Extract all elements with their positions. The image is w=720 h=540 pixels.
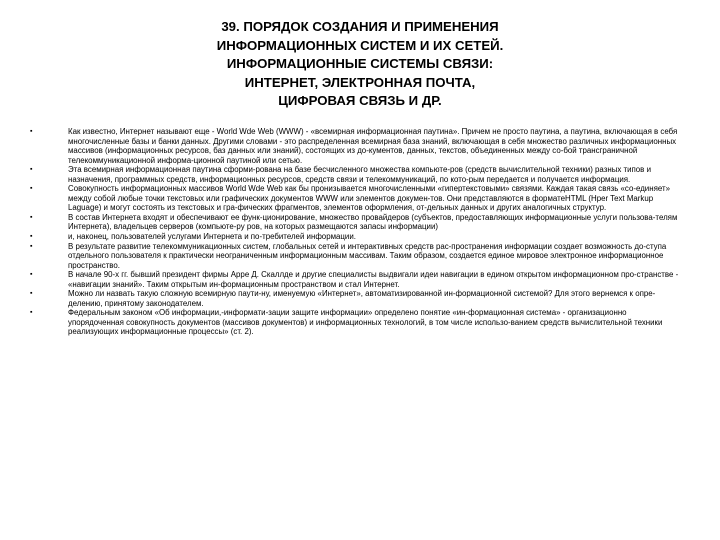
paragraph-text: Федеральным законом «Об информации,-информати-зации защите информации» определено понятие «ин-формационная система» - организационно упорядоченная совокупность документов (массивов документов) и информационных технологий, в том числе использо-ванием средств вычислительной техники реализующих информационные процессы» (ст. 2). bbox=[68, 308, 663, 337]
list-item bbox=[28, 232, 683, 242]
paragraph-text: В начале 90-х гг. бывший президент фирмы Appe Д. Скаллде и другие специалисты выдвигали идеи навигации в едином открытом информационном про-странстве - «навигации знаний». Таким открытым ин-формационным пространством и стал Интернет. bbox=[68, 270, 679, 289]
title-line: ЦИФРОВАЯ СВЯЗЬ И ДР. bbox=[278, 93, 442, 109]
list-item bbox=[28, 289, 683, 308]
bullet-icon: ▪ bbox=[30, 185, 33, 193]
list-item bbox=[28, 127, 683, 165]
bullet-icon: ▪ bbox=[30, 128, 33, 135]
list-item bbox=[28, 213, 683, 232]
title-line: 39. ПОРЯДОК СОЗДАНИЯ И ПРИМЕНЕНИЯ bbox=[221, 19, 499, 34]
bullet-icon: ▪ bbox=[30, 233, 33, 241]
list-item bbox=[28, 242, 683, 271]
bullet-icon: ▪ bbox=[30, 290, 33, 298]
title-line: ИНФОРМАЦИОННЫЕ СИСТЕМЫ СВЯЗИ: bbox=[226, 56, 494, 72]
list-item bbox=[28, 184, 683, 213]
list-item bbox=[28, 270, 683, 289]
paragraph-text: Как известно, Интернет называют еще - World Wde Web (WWW) - «всемирная информационная паутина». Причем не просто паутина, а паутина, включающая в себя многочисленные базы и банки данных. Другими словами - это распределенная всемирная база знаний, включающая в себя множество различных информационных массивов (информационных ресурсов, баз данных или знаний), состоящих из до-кументов, данных, текстов, объединенных между со-бой трансграничной телекоммуникационной информа-ционной паутиной или сетью. bbox=[68, 127, 678, 165]
paragraph-text: В результате развитие телекоммуникационных систем, глобальных сетей и интерактивных средств рас-пространения информации создает возможность до-ступа отдельного пользователя к практически неограниченным информационным массивам. Таким образом, создается единое мировое электронное информационное пространство. bbox=[68, 241, 667, 270]
title-line: ИНТЕРНЕТ, ЭЛЕКТРОННАЯ ПОЧТА, bbox=[244, 74, 476, 90]
paragraph-text: Эта всемирная информационная паутина сформи-рована на базе бесчисленного множества компьюте-ров (средств вычислительной техники) разных типов и назначения, программных средств, информационных ресурсов, средств связи и телекоммуникаций, по кото-рым передается и получается информация. bbox=[68, 165, 651, 184]
title-line: ИНФОРМАЦИОННЫХ СИСТЕМ И ИХ СЕТЕЙ. bbox=[216, 37, 504, 53]
paragraph-text: Можно ли назвать такую сложную всемирную паути-ну, именуемую «Интернет», автоматизированной ин-формационной системой? Для этого вернемся к опре-делению, принятому законодателем. bbox=[68, 289, 656, 308]
paragraph-text: В состав Интернета входят и обеспечивают ее функ-ционирование, множество провайдеров (субъектов, предоставляющих информационные услуги пользова-телям Интернета), владельцев серверов (компьюте-ру ров, на которых размещаются запасы информации) bbox=[68, 212, 678, 232]
list-item bbox=[28, 165, 683, 184]
bullet-icon: ▪ bbox=[30, 242, 33, 250]
bullet-icon: ▪ bbox=[30, 166, 33, 174]
paragraph-text: Совокупность информационных массивов World Wde Web как бы пронизывается многочисленными «гипертекстовыми» связями. Каждая такая связь «со-единяет» между собой любые точки текстовых или графических документов WWW или элементов докумен-тов. Они представляются в форматеHTML (Hper Text Markup Laguage) и могут состоять из текстовых и гра-фических фрагментов, элементов оформления, от-дельных данных и других аналогичных структур. bbox=[68, 184, 670, 213]
bullet-icon: ▪ bbox=[30, 271, 33, 279]
bullet-list bbox=[28, 127, 683, 337]
bullet-icon: ▪ bbox=[30, 213, 33, 221]
slide-title bbox=[150, 18, 570, 111]
list-item bbox=[28, 308, 683, 337]
bullet-icon: ▪ bbox=[30, 309, 33, 317]
paragraph-text: и, наконец, пользователей услугами Интернета и по-требителей информации. bbox=[68, 232, 356, 242]
